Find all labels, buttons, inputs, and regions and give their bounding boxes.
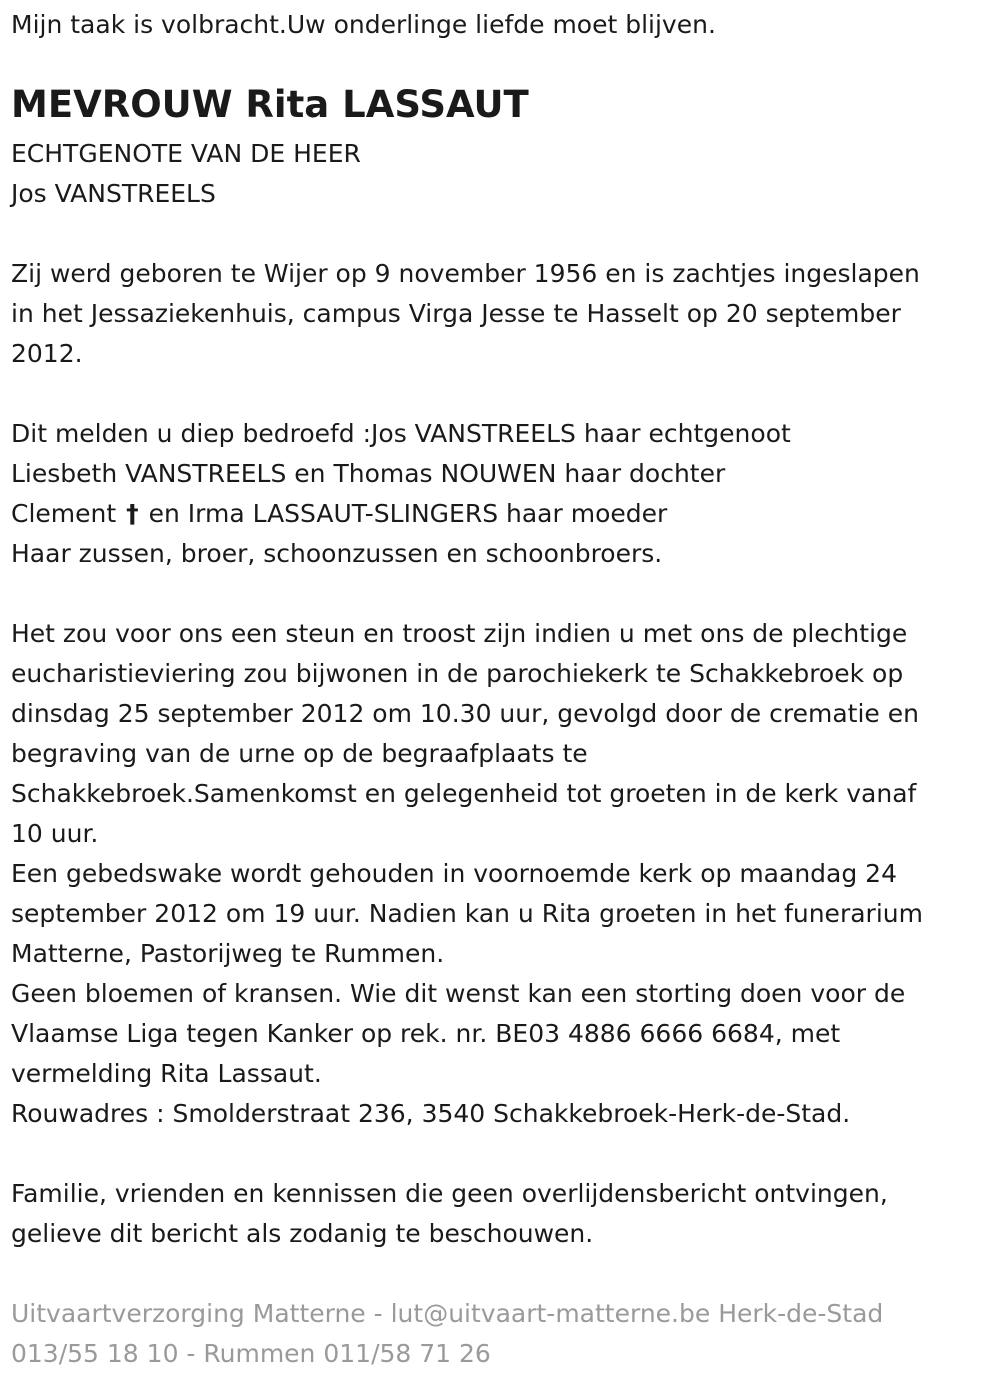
birth-death-section [11,254,920,374]
service-line-4: begraving van de urne op de begraafplaats te [11,739,588,768]
service-line-6: 10 uur. [11,819,99,848]
spouse-title: ECHTGENOTE VAN DE HEER [11,139,361,168]
donation-line-1: Geen bloemen of kransen. Wie dit wenst kan een storting doen voor de [11,979,906,1008]
birth-line-1: Zij werd geboren te Wijer op 9 november 1956 en is zachtjes ingeslapen [11,259,920,288]
family-mother-text: en Irma LASSAUT-SLINGERS haar moeder [148,499,668,528]
mourning-address: Rouwadres : Smolderstraat 236, 3540 Schakkebroek-Herk-de-Stad. [11,1099,851,1128]
family-line-2: Liesbeth VANSTREELS en Thomas NOUWEN haar dochter [11,459,726,488]
service-section [11,614,923,1134]
funeral-director-footer [11,1294,883,1374]
family-line-1: Dit melden u diep bedroefd :Jos VANSTREELS haar echtgenoot [11,419,791,448]
deceased-name: MEVROUW Rita LASSAUT [11,83,529,126]
closing-line-2: gelieve dit bericht als zodanig te beschouwen. [11,1219,594,1248]
closing-line-1: Familie, vrienden en kennissen die geen overlijdensbericht ontvingen, [11,1179,888,1208]
family-father-name: Clement [11,499,117,528]
service-line-5: Schakkebroek.Samenkomst en gelegenheid tot groeten in de kerk vanaf [11,779,917,808]
footer-line-2: 013/55 18 10 - Rummen 011/58 71 26 [11,1339,491,1368]
service-line-1: Het zou voor ons een steun en troost zijn indien u met ons de plechtige [11,619,908,648]
family-section [11,414,791,574]
spouse-name: Jos VANSTREELS [11,179,216,208]
service-line-3: dinsdag 25 september 2012 om 10.30 uur, gevolgd door de crematie en [11,699,919,728]
donation-line-3: vermelding Rita Lassaut. [11,1059,322,1088]
footer-line-1: Uitvaartverzorging Matterne - lut@uitvaart-matterne.be Herk-de-Stad [11,1299,884,1328]
vigil-line-3: Matterne, Pastorijweg te Rummen. [11,939,445,968]
vigil-line-1: Een gebedswake wordt gehouden in voornoemde kerk op maandag 24 [11,859,897,888]
vigil-line-2: september 2012 om 19 uur. Nadien kan u Rita groeten in het funerarium [11,899,923,928]
service-line-2: eucharistieviering zou bijwonen in de parochiekerk te Schakkebroek op [11,659,904,688]
spouse-section [11,134,361,214]
birth-line-2: in het Jessaziekenhuis, campus Virga Jesse te Hasselt op 20 september [11,299,901,328]
birth-line-3: 2012. [11,339,83,368]
closing-section [11,1174,888,1254]
cross-icon: † [126,499,139,528]
family-line-4: Haar zussen, broer, schoonzussen en schoonbroers. [11,539,663,568]
family-line-3 [11,494,791,534]
donation-line-2: Vlaamse Liga tegen Kanker op rek. nr. BE03 4886 6666 6684, met [11,1019,841,1048]
motto-text: Mijn taak is volbracht.Uw onderlinge liefde moet blijven. [11,10,716,39]
